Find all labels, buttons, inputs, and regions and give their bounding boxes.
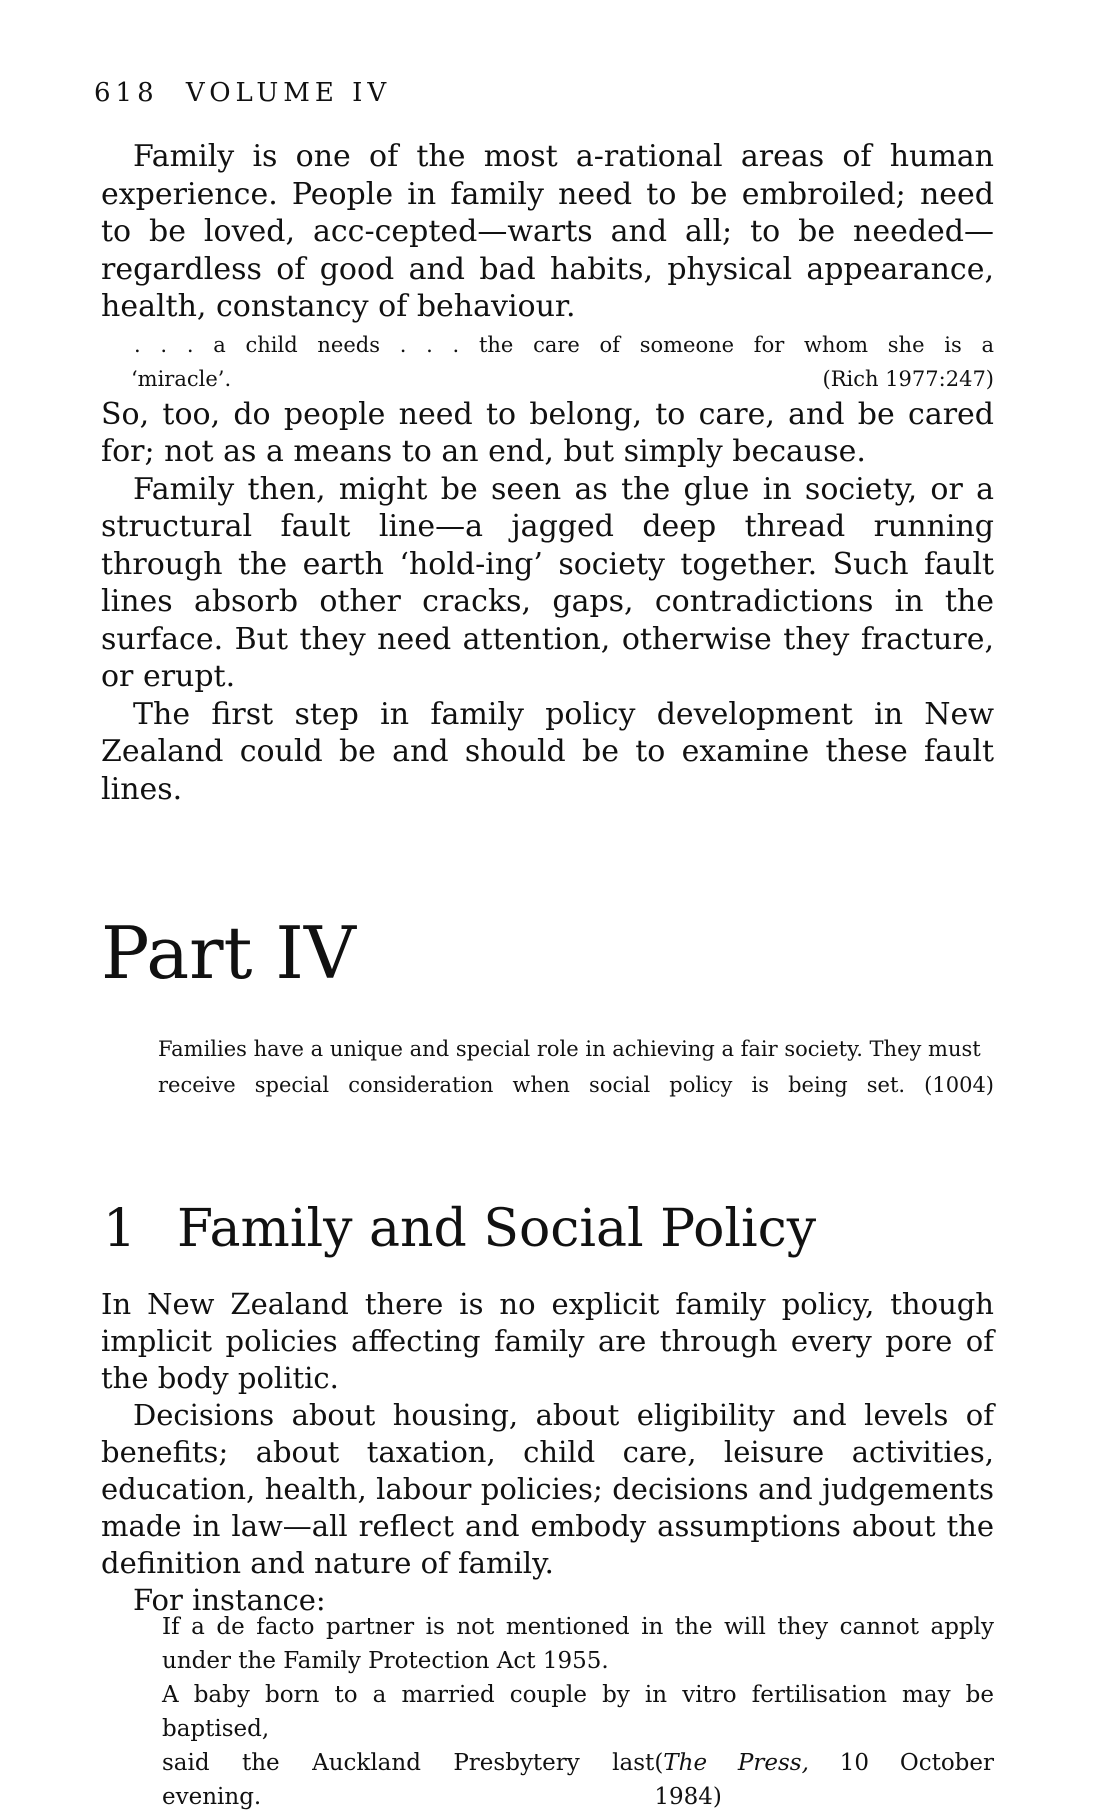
running-head xyxy=(94,78,391,108)
opening-section xyxy=(101,138,994,808)
examples-block xyxy=(162,1610,994,1814)
chapter-number: 1 xyxy=(103,1199,137,1259)
part-epigraph: Families have a unique and special role in achieving a fair society. They must receive special consideration when social policy is being set. (1004) xyxy=(158,1037,994,1097)
example-1: If a de facto partner is not mentioned in the will they cannot apply under the Family Protection Act 1955. xyxy=(162,1614,994,1674)
quote-line-2 xyxy=(131,362,994,396)
quote-citation: (Rich 1977:247) xyxy=(822,366,994,391)
chapter-paragraph-2: Decisions about housing, about eligibility and levels of benefits; about taxation, child care, leisure activities, education, health, labour policies; decisions and judgements made in law—all reflect and embody assumptions about the definition and nature of family. xyxy=(101,1398,994,1580)
volume-label: VOLUME IV xyxy=(185,78,392,108)
source-date: 10 October 1984) xyxy=(654,1750,995,1810)
chapter-paragraph-1: In New Zealand there is no explicit family policy, though implicit policies affecting family are through every pore of the body politic. xyxy=(101,1287,994,1395)
chapter-title: Family and Social Policy xyxy=(177,1199,817,1259)
part-title: Part IV xyxy=(101,911,356,995)
quote-text-end: ‘miracle’. xyxy=(131,366,232,391)
chapter-heading xyxy=(103,1199,816,1259)
opening-paragraph-4: The first step in family policy development in New Zealand could be and should be to examine these fault lines. xyxy=(101,696,994,807)
source-open-paren: ( xyxy=(654,1750,664,1776)
example-2-text-end: said the Auckland Presbytery last evening. xyxy=(162,1750,655,1810)
example-2-line-2 xyxy=(162,1746,994,1814)
example-2-line-1: A baby born to a married couple by in vitro fertilisation may be baptised, xyxy=(162,1682,994,1742)
block-quote xyxy=(101,328,994,396)
opening-paragraph-3: Family then, might be seen as the glue in society, or a structural fault line—a jagged deep thread running through the earth ‘hold-ing’ society together. Such fault lines absorb other cracks, gaps, contradictions in the surface. But they need attention, otherwise they fracture, or erupt. xyxy=(101,471,994,694)
opening-paragraph-1: Family is one of the most a-rational areas of human experience. People in family need to be embroiled; need to be loved, acc-cepted—warts and all; to be needed—regardless of good and bad habits, physical appearance, health, constancy of behaviour. xyxy=(101,139,994,324)
page-number: 618 xyxy=(94,78,159,108)
chapter-paragraph-3: For instance: xyxy=(133,1583,326,1617)
opening-paragraph-2: So, too, do people need to belong, to care, and be cared for; not as a means to an end, but simply because. xyxy=(101,396,994,469)
quote-line-1: . . . a child needs . . . the care of someone for whom she is a xyxy=(134,332,994,357)
source-title: The Press, xyxy=(663,1750,809,1776)
chapter-body xyxy=(101,1286,994,1619)
example-2-source xyxy=(654,1746,994,1814)
